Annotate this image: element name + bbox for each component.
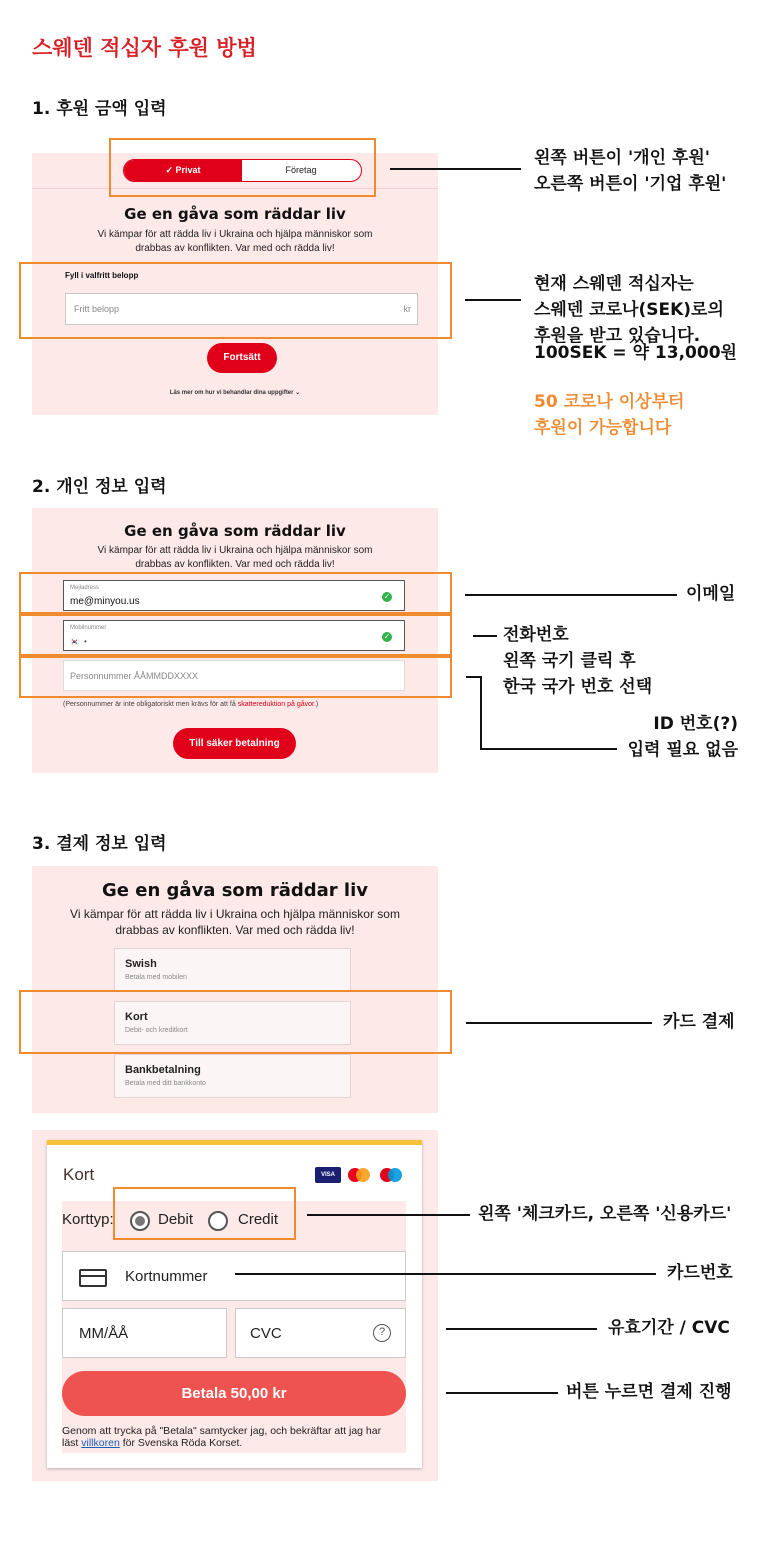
- debit-label: Debit: [158, 1211, 194, 1228]
- note-pay: 버튼 누르면 결제 진행: [566, 1382, 732, 1402]
- hero-subtitle-line-2: drabbas av konflikten. Var med och rädda liv!: [135, 243, 335, 254]
- visa-icon: VISA: [315, 1167, 341, 1183]
- privacy-link[interactable]: Läs mer om hur vi behandlar dina uppgifter ⌄: [169, 390, 301, 396]
- leader-line: [390, 168, 521, 170]
- cvc-placeholder: CVC: [250, 1325, 282, 1342]
- email-label: Mejladress: [70, 585, 100, 591]
- maestro-icon: [378, 1167, 404, 1183]
- note-currency: 현재 스웨덴 적십자는 스웨덴 코로나(SEK)로의 후원을 받고 있습니다.: [534, 274, 724, 346]
- check-icon: ✓: [383, 632, 391, 641]
- hero-title: Ge en gåva som räddar liv: [102, 880, 368, 901]
- personnummer-placeholder: Personnummer ÅÅMMDDXXXX: [70, 671, 199, 681]
- hero-subtitle-line-2: drabbas av konflikten. Var med och rädda liv!: [135, 559, 335, 570]
- amount-label: Fyll i valfritt belopp: [65, 271, 139, 280]
- note-email: 이메일: [686, 584, 736, 604]
- tax-reduction-link[interactable]: skattereduktion på gåvor: [237, 701, 314, 708]
- card-number-placeholder: Kortnummer: [125, 1268, 208, 1285]
- toggle-foretag[interactable]: Företag: [285, 165, 317, 175]
- leader-line: [446, 1328, 597, 1330]
- highlight-personnummer: [19, 656, 452, 698]
- step-1-heading: 1. 후원 금액 입력: [32, 99, 167, 119]
- card-type-label: Korttyp:: [62, 1211, 114, 1228]
- chevron-down-icon: ⌄: [295, 390, 301, 396]
- terms-text: Genom att trycka på "Betala" samtycker jag, och bekräftar att jag har läst villkoren för Svenska Röda Korset.: [62, 1425, 382, 1449]
- note-exchange-rate: 100SEK = 약 13,000원: [534, 343, 737, 363]
- check-icon: ✓: [165, 165, 176, 175]
- note-card-number: 카드번호: [667, 1263, 733, 1283]
- highlight-amount: [19, 262, 452, 339]
- secure-payment-button[interactable]: Till säker betalning: [173, 728, 296, 759]
- note-expiry-cvc: 유효기간 / CVC: [608, 1318, 730, 1338]
- card-form-panel: [32, 1130, 438, 1481]
- help-icon[interactable]: ?: [373, 1324, 391, 1342]
- leader-line: [235, 1273, 656, 1275]
- hero-subtitle-line-1: Vi kämpar för att rädda liv i Ukraina och hjälpa människor som: [70, 907, 400, 921]
- hero-subtitle-line-2: drabbas av konflikten. Var med och rädda liv!: [115, 923, 355, 937]
- card-number-input[interactable]: [62, 1251, 406, 1301]
- phone-value: •: [84, 637, 87, 646]
- email-value: me@minyou.us: [70, 596, 140, 607]
- leader-line: [480, 676, 482, 749]
- cvc-input[interactable]: [235, 1308, 406, 1358]
- hero-title: Ge en gåva som räddar liv: [124, 205, 346, 223]
- page-title: 스웨덴 적십자 후원 방법: [32, 36, 257, 60]
- method-kort[interactable]: Kort Debit- och kreditkort: [114, 1001, 351, 1045]
- leader-line: [465, 299, 521, 301]
- hero-subtitle-line-1: Vi kämpar för att rädda liv i Ukraina och hjälpa människor som: [97, 229, 373, 240]
- hero-subtitle-line-1: Vi kämpar för att rädda liv i Ukraina och hjälpa människor som: [97, 545, 373, 556]
- check-icon: ✓: [383, 592, 391, 601]
- highlight-email: [19, 572, 452, 614]
- highlight-kort: [19, 990, 452, 1054]
- note-card-type: 왼쪽 '체크카드, 오른쪽 '신용카드': [478, 1204, 732, 1224]
- note-minimum: 50 코로나 이상부터 후원이 가능합니다: [534, 392, 685, 438]
- highlight-toggle: [109, 138, 376, 197]
- card-form-title: Kort: [63, 1165, 95, 1184]
- highlight-phone: [19, 614, 452, 656]
- credit-label: Credit: [238, 1211, 279, 1228]
- method-swish[interactable]: Swish Betala med mobilen: [114, 948, 351, 992]
- leader-line: [466, 1022, 652, 1024]
- method-bankbetalning[interactable]: Bankbetalning Betala med ditt bankkonto: [114, 1054, 351, 1098]
- step-3-heading: 3. 결제 정보 입력: [32, 834, 167, 854]
- note-phone: 전화번호 왼쪽 국기 클릭 후 한국 국가 번호 선택: [503, 625, 653, 697]
- currency-suffix: kr: [403, 304, 411, 314]
- expiry-placeholder: MM/ÅÅ: [79, 1325, 129, 1342]
- leader-line: [307, 1214, 470, 1216]
- pay-button[interactable]: Betala 50,00 kr: [62, 1371, 406, 1416]
- leader-line: [446, 1392, 558, 1394]
- leader-line: [473, 635, 497, 637]
- terms-link[interactable]: villkoren: [81, 1437, 120, 1449]
- step-2-heading: 2. 개인 정보 입력: [32, 477, 167, 497]
- personnummer-note: (Personnummer är inte obligatoriskt men krävs för att få skattereduktion på gåvor.): [63, 701, 319, 708]
- mastercard-icon: [346, 1167, 372, 1183]
- expiry-input[interactable]: [62, 1308, 227, 1358]
- amount-placeholder: Fritt belopp: [74, 304, 120, 314]
- note-toggle: 왼쪽 버튼이 '개인 후원' 오른쪽 버튼이 '기업 후원': [534, 148, 727, 194]
- highlight-card-type: [113, 1187, 296, 1240]
- leader-line: [465, 594, 677, 596]
- note-card-payment: 카드 결제: [663, 1012, 735, 1032]
- hero-title: Ge en gåva som räddar liv: [124, 522, 346, 540]
- phone-label: Mobilnummer: [70, 625, 107, 631]
- credit-card-icon: [79, 1269, 107, 1287]
- continue-button[interactable]: Fortsätt: [207, 343, 277, 373]
- toggle-privat[interactable]: ✓ Privat: [124, 160, 242, 181]
- note-id-number: ID 번호(?) 입력 필요 없음: [627, 714, 738, 760]
- flag-icon[interactable]: 🇰🇷: [70, 638, 79, 646]
- leader-line: [480, 748, 617, 750]
